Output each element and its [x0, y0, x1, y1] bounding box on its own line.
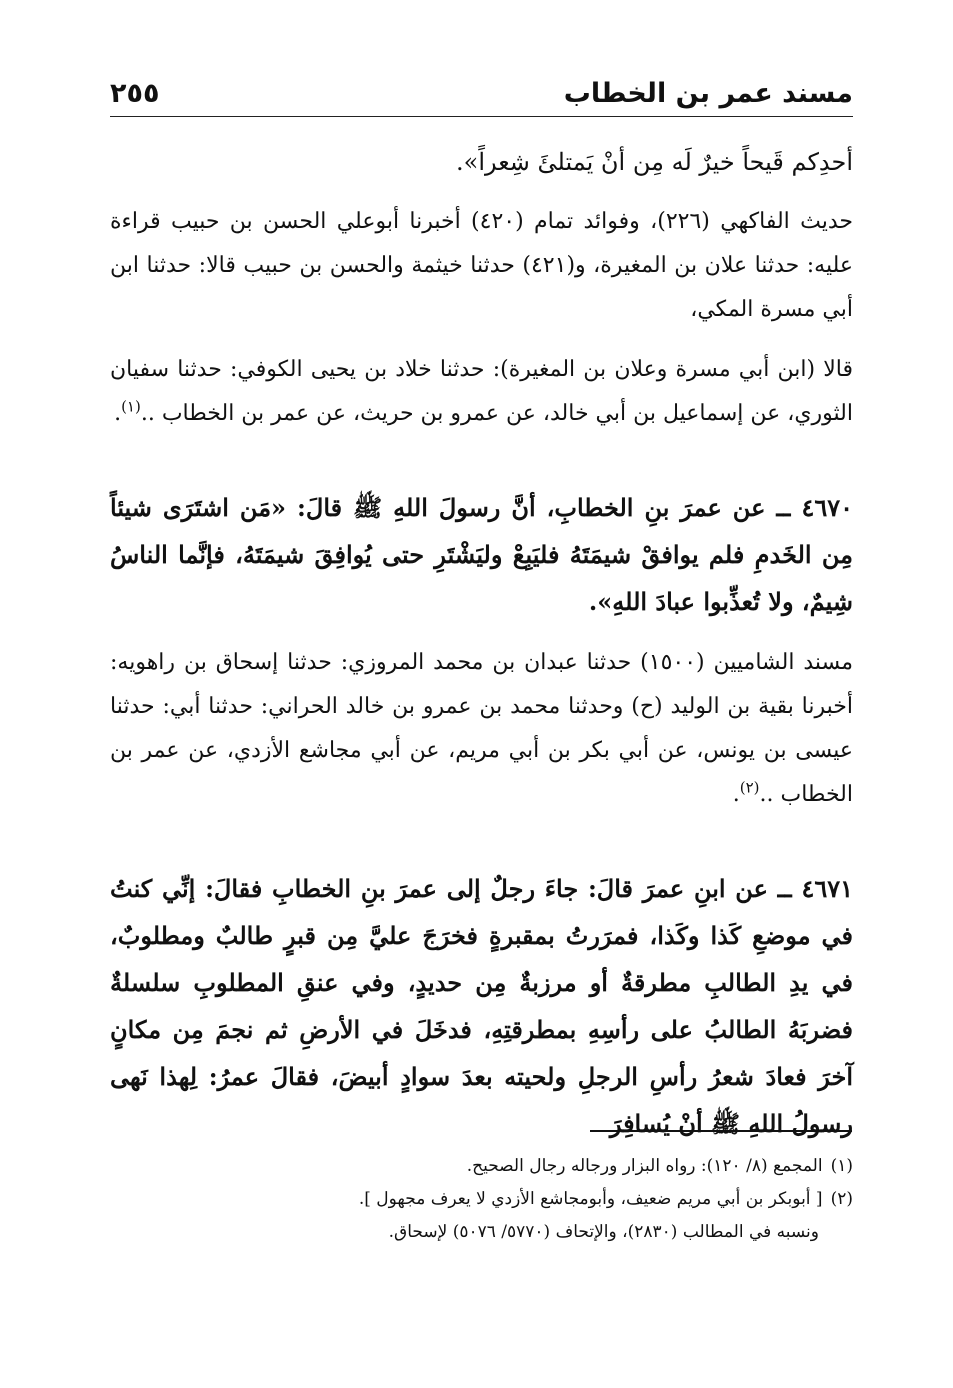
hadith-ending: أحدِكم قَيحاً خيرٌ لَه مِن أنْ يَمتلئَ شِعراً».: [456, 148, 853, 176]
spacer: [110, 833, 853, 865]
footnote-ref-2: (٢): [739, 778, 760, 797]
page-number: ٢٥٥: [110, 78, 160, 109]
source-paragraph-3-text: مسند الشاميين (١٥٠٠) حدثنا عبدان بن محمد المروزي: حدثنا إسحاق بن راهويه: أخبرنا بقية بن الوليد (ح) وحدثنا محمد بن عمرو بن خالد الحراني: حدثنا أبي: حدثنا عيسى بن يونس، عن أبي بكر بن أبي مريم، عن أبي مجاشع الأزدي، عن عمر بن الخطاب ..: [110, 650, 854, 807]
running-title: مسند عمر بن الخطاب: [563, 78, 853, 109]
source-paragraph-3: مسند الشاميين (١٥٠٠) حدثنا عبدان بن محمد المروزي: حدثنا إسحاق بن راهويه: أخبرنا بقية بن الوليد (ح) وحدثنا محمد بن عمرو بن خالد الحراني: حدثنا أبي: حدثنا عيسى بن يونس، عن أبي بكر بن أبي مريم، عن أبي مجاشع الأزدي، عن عمر بن الخطاب ..$^{(٢)}$.: [110, 650, 854, 807]
hadith-4671: ٤٦٧١ ــ عن ابنِ عمرَ قالَ: جاءَ رجلٌ إلى عمرَ بنِ الخطابِ فقالَ: إنِّي كنتُ في موضعِ كَذا وكَذا، فمرَرتُ بمقبرةٍ فخرَجَ عليَّ مِن قبرٍ طالبٌ ومطلوبٌ، في يدِ الطالبِ مطرقةٌ أو مرزبةٌ مِن حديدٍ، وفي عنقِ المطلوبِ سلسلةٌ فضربَهُ الطالبُ على رأسِهِ بمطرقتِهِ، فدخَلَ في الأرضِ ثم نجمَ مِن مكانٍ آخرَ فعادَ شعرُ رأسِ الرجلِ ولحيته بعدَ سوادٍ أبيضَ، فقالَ عمرُ: لِهذا نَهى رسولُ اللهِ ﷺ أنْ يُسافِرَ: [110, 874, 853, 1138]
page-header: [110, 72, 853, 117]
footnote-ref-1: (١): [121, 397, 141, 416]
footnote-text: المجمع (٨/ ١٢٠): رواه البزار ورجاله رجال الصحيح.: [466, 1156, 823, 1176]
footnote-text: ونسبه في المطالب (٢٨٣٠)، والإتحاف (٥٧٧٠/ ٥٠٧٦) لإسحاق.: [388, 1222, 819, 1242]
footnote-2-continued: [110, 1216, 819, 1249]
source-paragraph-2-text: قالا (ابن أبي مسرة وعلان بن المغيرة): حدثنا خلاد بن يحيى الكوفي: حدثنا سفيان الثوري، عن إسماعيل بن أبي خالد، عن عمرو بن حريث، عن عمر بن الخطاب ..: [110, 357, 853, 426]
main-text: [110, 140, 853, 1163]
footnote-number: (١): [830, 1156, 853, 1176]
footnotes: [110, 1150, 853, 1249]
footnote-2: [110, 1183, 853, 1216]
spacer: [110, 452, 853, 484]
footnote-1: [110, 1150, 853, 1183]
footnote-number: (٢): [830, 1189, 853, 1209]
source-paragraph-2: قالا (ابن أبي مسرة وعلان بن المغيرة): حدثنا خلاد بن يحيى الكوفي: حدثنا سفيان الثوري، عن إسماعيل بن أبي خالد، عن عمرو بن حريث، عن عمر بن الخطاب ..$^{(١)}$.: [110, 357, 853, 426]
source-paragraph-1: حديث الفاكهي (٢٢٦)، وفوائد تمام (٤٢٠) أخبرنا أبوعلي الحسن بن حبيب قراءة عليه: حدثنا علان بن المغيرة، و(٤٢١) حدثنا خيثمة والحسن بن حبيب قالا: حدثنا ابن أبي مسرة المكي،: [110, 209, 854, 322]
hadith-4670: ٤٦٧٠ ــ عن عمرَ بنِ الخطابِ، أنَّ رسولَ اللهِ ﷺ قالَ: «مَن اشتَرَى شيئاً مِن الخَدمِ فلم يوافقْ شيمَتَهُ فليَبِعْ وليَشْتَرِ حتى يُوافِقَ شيمَتَهُ، فإنَّما الناسُ شِيمٌ، ولا تُعذِّبوا عبادَ اللهِ».: [110, 493, 853, 616]
footnote-divider: [590, 1130, 852, 1132]
footnote-text: [ أبوبكر بن أبي مريم ضعيف، وأبومجاشع الأزدي لا يعرف مجهول ].: [358, 1189, 823, 1209]
